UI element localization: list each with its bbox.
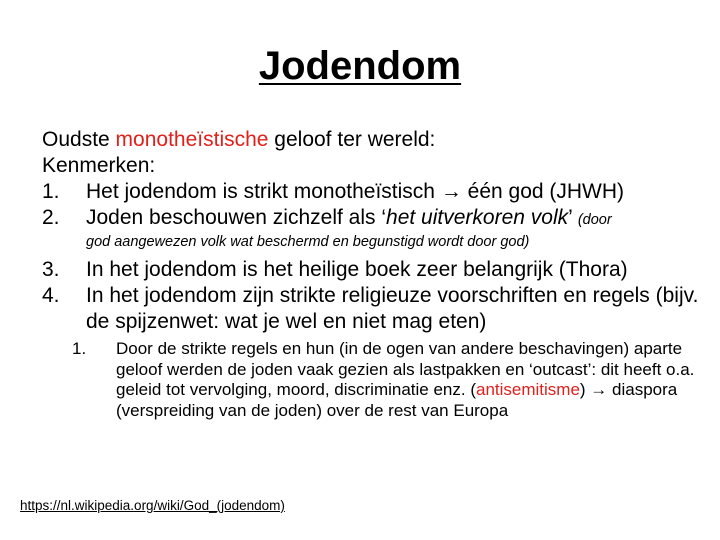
- list-item: [42, 205, 702, 233]
- note-start: (door: [577, 212, 612, 228]
- nested-text-post: ) → diaspora (verspreiding van de joden) over de rest van Europa: [116, 380, 678, 420]
- list-item: [42, 257, 702, 283]
- list-text-post: ’: [568, 206, 578, 229]
- list-text-italic: het uitverkoren volk: [386, 206, 569, 229]
- list-item: [42, 179, 702, 205]
- nested-text-pre: Door de strikte regels en hun (in de ogen van andere beschavingen) aparte geloof werden de joden vaak gezien als lastpakken en ‘outcast’: dit heeft o.a. geleid tot vervolging, moord, discriminatie enz. (: [116, 339, 695, 399]
- intro-highlight: monotheïstische: [115, 128, 269, 151]
- list-item: [42, 283, 702, 335]
- intro-prefix: Oudste: [42, 128, 116, 151]
- kenmerken-label: Kenmerken:: [42, 154, 156, 177]
- page-title: Jodendom: [258, 44, 462, 88]
- nested-list-item: [72, 339, 702, 421]
- list-number: 2.: [42, 206, 60, 229]
- list-number: 4.: [42, 284, 60, 307]
- wikipedia-link[interactable]: https://nl.wikipedia.org/wiki/God_(jodendom): [20, 498, 285, 513]
- list-text-pre: Joden beschouwen zichzelf als ‘: [86, 206, 387, 229]
- list-text: [86, 205, 702, 233]
- note-continuation: god aangewezen volk wat beschermd en begunstigd wordt door god): [86, 234, 530, 250]
- nested-text: [116, 339, 702, 421]
- intro-suffix: geloof ter wereld:: [268, 128, 436, 151]
- list-number: 3.: [42, 258, 60, 281]
- nested-highlight: antisemitisme: [476, 380, 580, 399]
- list-text: In het jodendom is het heilige boek zeer belangrijk (Thora): [86, 258, 628, 281]
- list-number: 1.: [42, 180, 60, 203]
- list-text: Het jodendom is strikt monotheïstisch → één god (JHWH): [86, 180, 625, 203]
- intro-line: [42, 127, 702, 153]
- nested-number: 1.: [72, 339, 87, 358]
- list-text: In het jodendom zijn strikte religieuze voorschriften en regels (bijv. de spijzenwet: wat je wel en niet mag eten): [86, 284, 699, 333]
- slide-content: [42, 127, 702, 421]
